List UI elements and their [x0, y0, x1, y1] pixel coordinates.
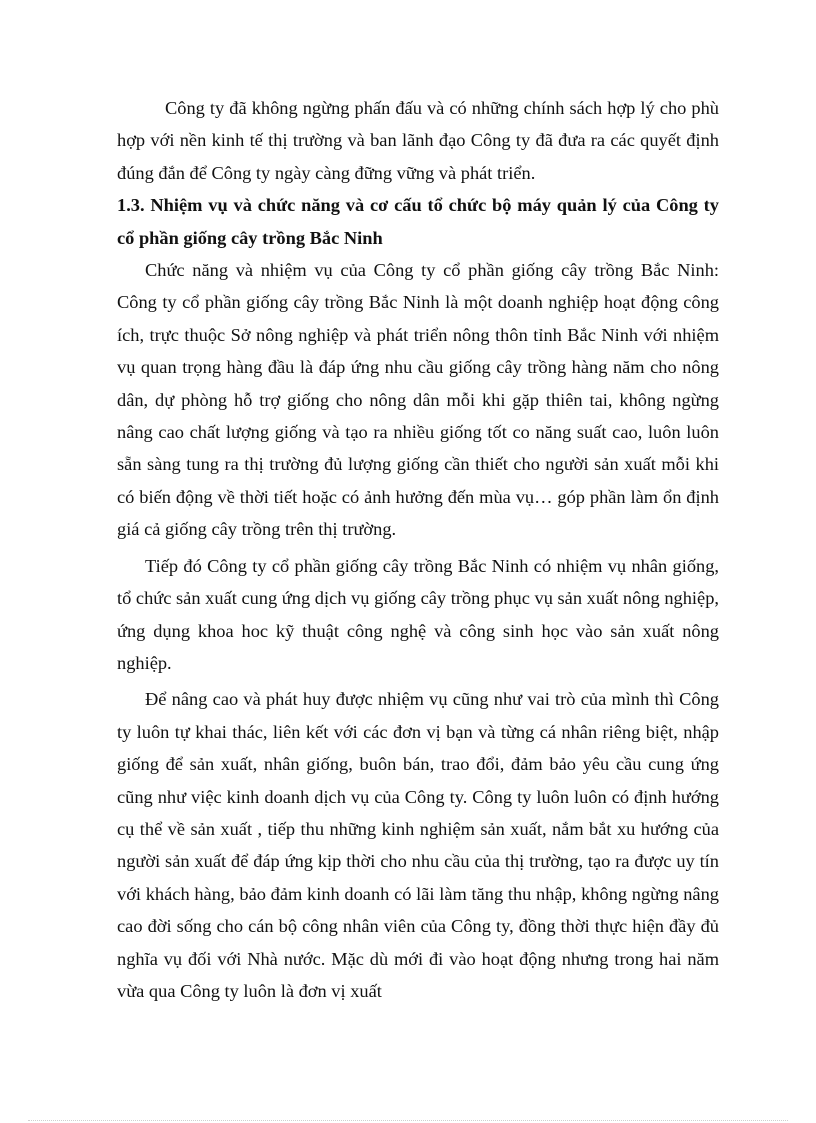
development-paragraph: Để nâng cao và phát huy được nhiệm vụ cũng như vai trò của mình thì Công ty luôn tự khai thác, liên kết với các đơn vị bạn và từng cá nhân riêng biệt, nhập giống để sản xuất, nhân giống, buôn bán, trao đổi, đảm bảo yêu cầu cung ứng cũng như việc kinh doanh dịch vụ của Công ty. Công ty luôn luôn có định hướng cụ thể về sản xuất , tiếp thu những kinh nghiệm sản xuất, nắm bắt xu hướng của người sản xuất để đáp ứng kịp thời cho nhu cầu của thị trường, tạo ra được uy tín với khách hàng, bảo đảm kinh doanh có lãi làm tăng thu nhập, không ngừng nâng cao đời sống cho cán bộ công nhân viên của Công ty, đồng thời thực hiện đầy đủ nghĩa vụ đối với Nhà nước. Mặc dù mới đi vào hoạt động nhưng trong hai năm vừa qua Công ty luôn là đơn vị xuất: [117, 689, 719, 1001]
tasks-paragraph: Tiếp đó Công ty cổ phần giống cây trồng Bắc Ninh có nhiệm vụ nhân giống, tổ chức sản xuất cung ứng dịch vụ giống cây trồng phục vụ sản xuất nông nghiệp, ứng dụng khoa hoc kỹ thuật công nghệ và công sinh học vào sản xuất nông nghiệp.: [117, 555, 719, 673]
intro-paragraph: Công ty đã không ngừng phấn đấu và có những chính sách hợp lý cho phù hợp với nền kinh tế thị trường và ban lãnh đạo Công ty đã đưa ra các quyết định đúng đắn để Công ty ngày càng đững vững và phát triển.: [117, 98, 719, 183]
section-heading: 1.3. Nhiệm vụ và chức năng và cơ cấu tổ chức bộ máy quản lý của Công ty cổ phần giống cây trồng Bắc Ninh: [117, 195, 719, 248]
functions-paragraph: Chức năng và nhiệm vụ của Công ty cổ phần giống cây trồng Bắc Ninh: Công ty cổ phần giống cây trồng Bắc Ninh là một doanh nghiệp hoạt động công ích, trực thuộc Sở nông nghiệp và phát triển nông thôn tỉnh Bắc Ninh với nhiệm vụ quan trọng hàng đầu là đáp ứng nhu cầu giống cây trồng hàng năm cho nông dân, dự phòng hỗ trợ giống cho nông dân mỗi khi gặp thiên tai, không ngừng nâng cao chất lượng giống và tạo ra nhiều giống tốt co năng suất cao, luôn luôn sẵn sàng tung ra thị trường đủ lượng giống cần thiết cho người sản xuất mỗi khi có biến động về thời tiết hoặc có ảnh hưởng đến mùa vụ… góp phần làm ổn định giá cả giống cây trồng trên thị trường.: [117, 260, 719, 540]
document-page: [117, 92, 719, 1007]
footer-divider: [28, 1120, 788, 1121]
